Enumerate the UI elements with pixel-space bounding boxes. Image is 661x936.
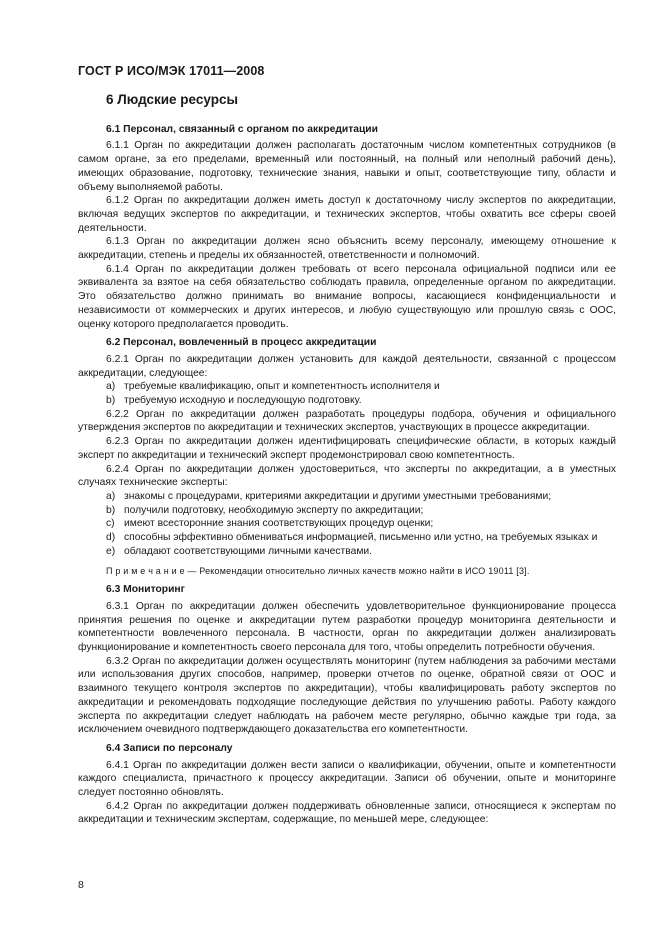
paragraph-6-1-2: 6.1.2 Орган по аккредитации должен иметь доступ к достаточному числу экспертов по аккредитации, включая ведущих экспертов по аккредитации, и технических экспертов, чтобы охватить все сферы своей деятельности.: [78, 195, 616, 234]
list-item-text: обладают соответствующими личными качествами.: [124, 545, 373, 557]
list-marker: b): [106, 504, 116, 516]
paragraph-6-2-1: 6.2.1 Орган по аккредитации должен установить для каждой деятельности, связанной с процессом аккредитации, следующее:: [78, 353, 616, 379]
paragraph-6-1-4: 6.1.4 Орган по аккредитации должен требовать от всего персонала официальной подписи или ее эквивалента за взятое на себя обязательство соблюдать правила, определенные органом по аккредитации. Это обязательство должно принимать во внимание вопросы, касающиеся конфиденциальности и независимости от коммерческих и других интересов, и любую существующую или прошлую связь с ООС, оценку которого предполагается проводить.: [78, 263, 616, 330]
list-item: [78, 517, 616, 531]
paragraph-6-4-2: 6.4.2 Орган по аккредитации должен поддерживать обновленные записи, относящиеся к экспертам по аккредитации и техническим экспертам, содержащие, по меньшей мере, следующее:: [78, 800, 616, 826]
list-marker: b): [106, 395, 116, 407]
paragraph-6-2-2: 6.2.2 Орган по аккредитации должен разработать процедуры подбора, обучения и официального утверждения экспертов по аккредитации и технических экспертов, участвующих в процессе аккредитации.: [78, 408, 616, 434]
list-item-text: требуемую исходную и последующую подготовку.: [124, 395, 362, 407]
list-item-text: требуемые квалификацию, опыт и компетентность исполнителя и: [124, 381, 440, 393]
paragraph-6-2-4: 6.2.4 Орган по аккредитации должен удостовериться, что эксперты по аккредитации, а в уместных случаях технические эксперты:: [78, 463, 616, 489]
paragraph-6-1-1: 6.1.1 Орган по аккредитации должен располагать достаточным числом компетентных сотрудников (в самом органе, за его пределами, временный или постоянный, на полный или неполный рабочий день), имеющих образование, подготовку, технические знания, навыки и опыт, соответствующие типу, области и объему выполняемой работы.: [78, 140, 616, 193]
document-header: ГОСТ Р ИСО/МЭК 17011—2008: [78, 64, 265, 78]
list-marker: c): [106, 518, 115, 530]
paragraph-6-3-2: 6.3.2 Орган по аккредитации должен осуществлять мониторинг (путем наблюдения за рабочими местами или использования других способов, например, проверки отчетов по оценке, обратной связи от ООС и взаимного текущего контроля экспертов по аккредитации), чтобы квалифицировать работу экспертов по аккредитации и рекомендовать подходящие последующие действия по улучшению работы. Работу каждого эксперта по аккредитации следует наблюдать на рабочем месте регулярно, обычно каждые три года, за исключением очевидного подтверждающего доказательства его компетентности.: [78, 655, 616, 736]
paragraph-6-1-3: 6.1.3 Орган по аккредитации должен ясно объяснить всему персоналу, имеющему отношение к аккредитации, степень и пределы их обязанностей, ответственности и полномочий.: [78, 236, 616, 262]
list-item-text: получили подготовку, необходимую эксперту по аккредитации;: [124, 504, 424, 516]
note-personal-qualities: П р и м е ч а н и е — Рекомендации относительно личных качеств можно найти в ИСО 19011 [3].: [106, 565, 530, 576]
subsection-6-3-heading: 6.3 Мониторинг: [106, 584, 185, 596]
list-item: [78, 531, 616, 545]
list-marker: а): [106, 381, 116, 393]
paragraph-6-4-1: 6.4.1 Орган по аккредитации должен вести записи о квалификации, обучении, опыте и компетентности каждого специалиста, причастного к процессу аккредитации. Записи об обучении, опыте и мониторинге следует постоянно обновлять.: [78, 759, 616, 799]
subsection-6-2-heading: 6.2 Персонал, вовлеченный в процесс аккредитации: [106, 337, 377, 349]
list-marker: е): [106, 545, 116, 557]
paragraph-6-3-1: 6.3.1 Орган по аккредитации должен обеспечить удовлетворительное функционирование процесса принятия решения по оценке и аккредитации путем разработки процедур мониторинга деятельности и компетентности вовлеченного персонала. В частности, орган по аккредитации должен анализировать функционирование и компетентность своего персонала для того, чтобы определить потребности обучения.: [78, 600, 616, 654]
paragraph-6-2-3: 6.2.3 Орган по аккредитации должен идентифицировать специфические области, в которых каждый эксперт по аккредитации и технический эксперт продемонстрировал свою компетентность.: [78, 436, 616, 461]
page-number: 8: [78, 879, 84, 891]
page-content: [78, 93, 616, 827]
list-item: [78, 490, 616, 504]
list-item: [78, 545, 616, 559]
list-marker: d): [106, 532, 116, 544]
list-item: [78, 504, 616, 518]
list-item: [78, 394, 616, 408]
list-item-text: способны эффективно обмениваться информацией, письменно или устно, на требуемых языках и: [124, 532, 598, 544]
subsection-6-1-heading: 6.1 Персонал, связанный с органом по аккредитации: [106, 123, 378, 135]
list-marker: а): [106, 490, 116, 502]
subsection-6-4-heading: 6.4 Записи по персоналу: [106, 742, 233, 754]
list-item: [78, 380, 616, 394]
list-item-text: знакомы с процедурами, критериями аккредитации и другими уместными требованиями;: [124, 490, 552, 502]
section-6-title: 6 Людские ресурсы: [106, 92, 238, 107]
list-item-text: имеют всесторонние знания соответствующих процедур оценки;: [124, 518, 434, 530]
